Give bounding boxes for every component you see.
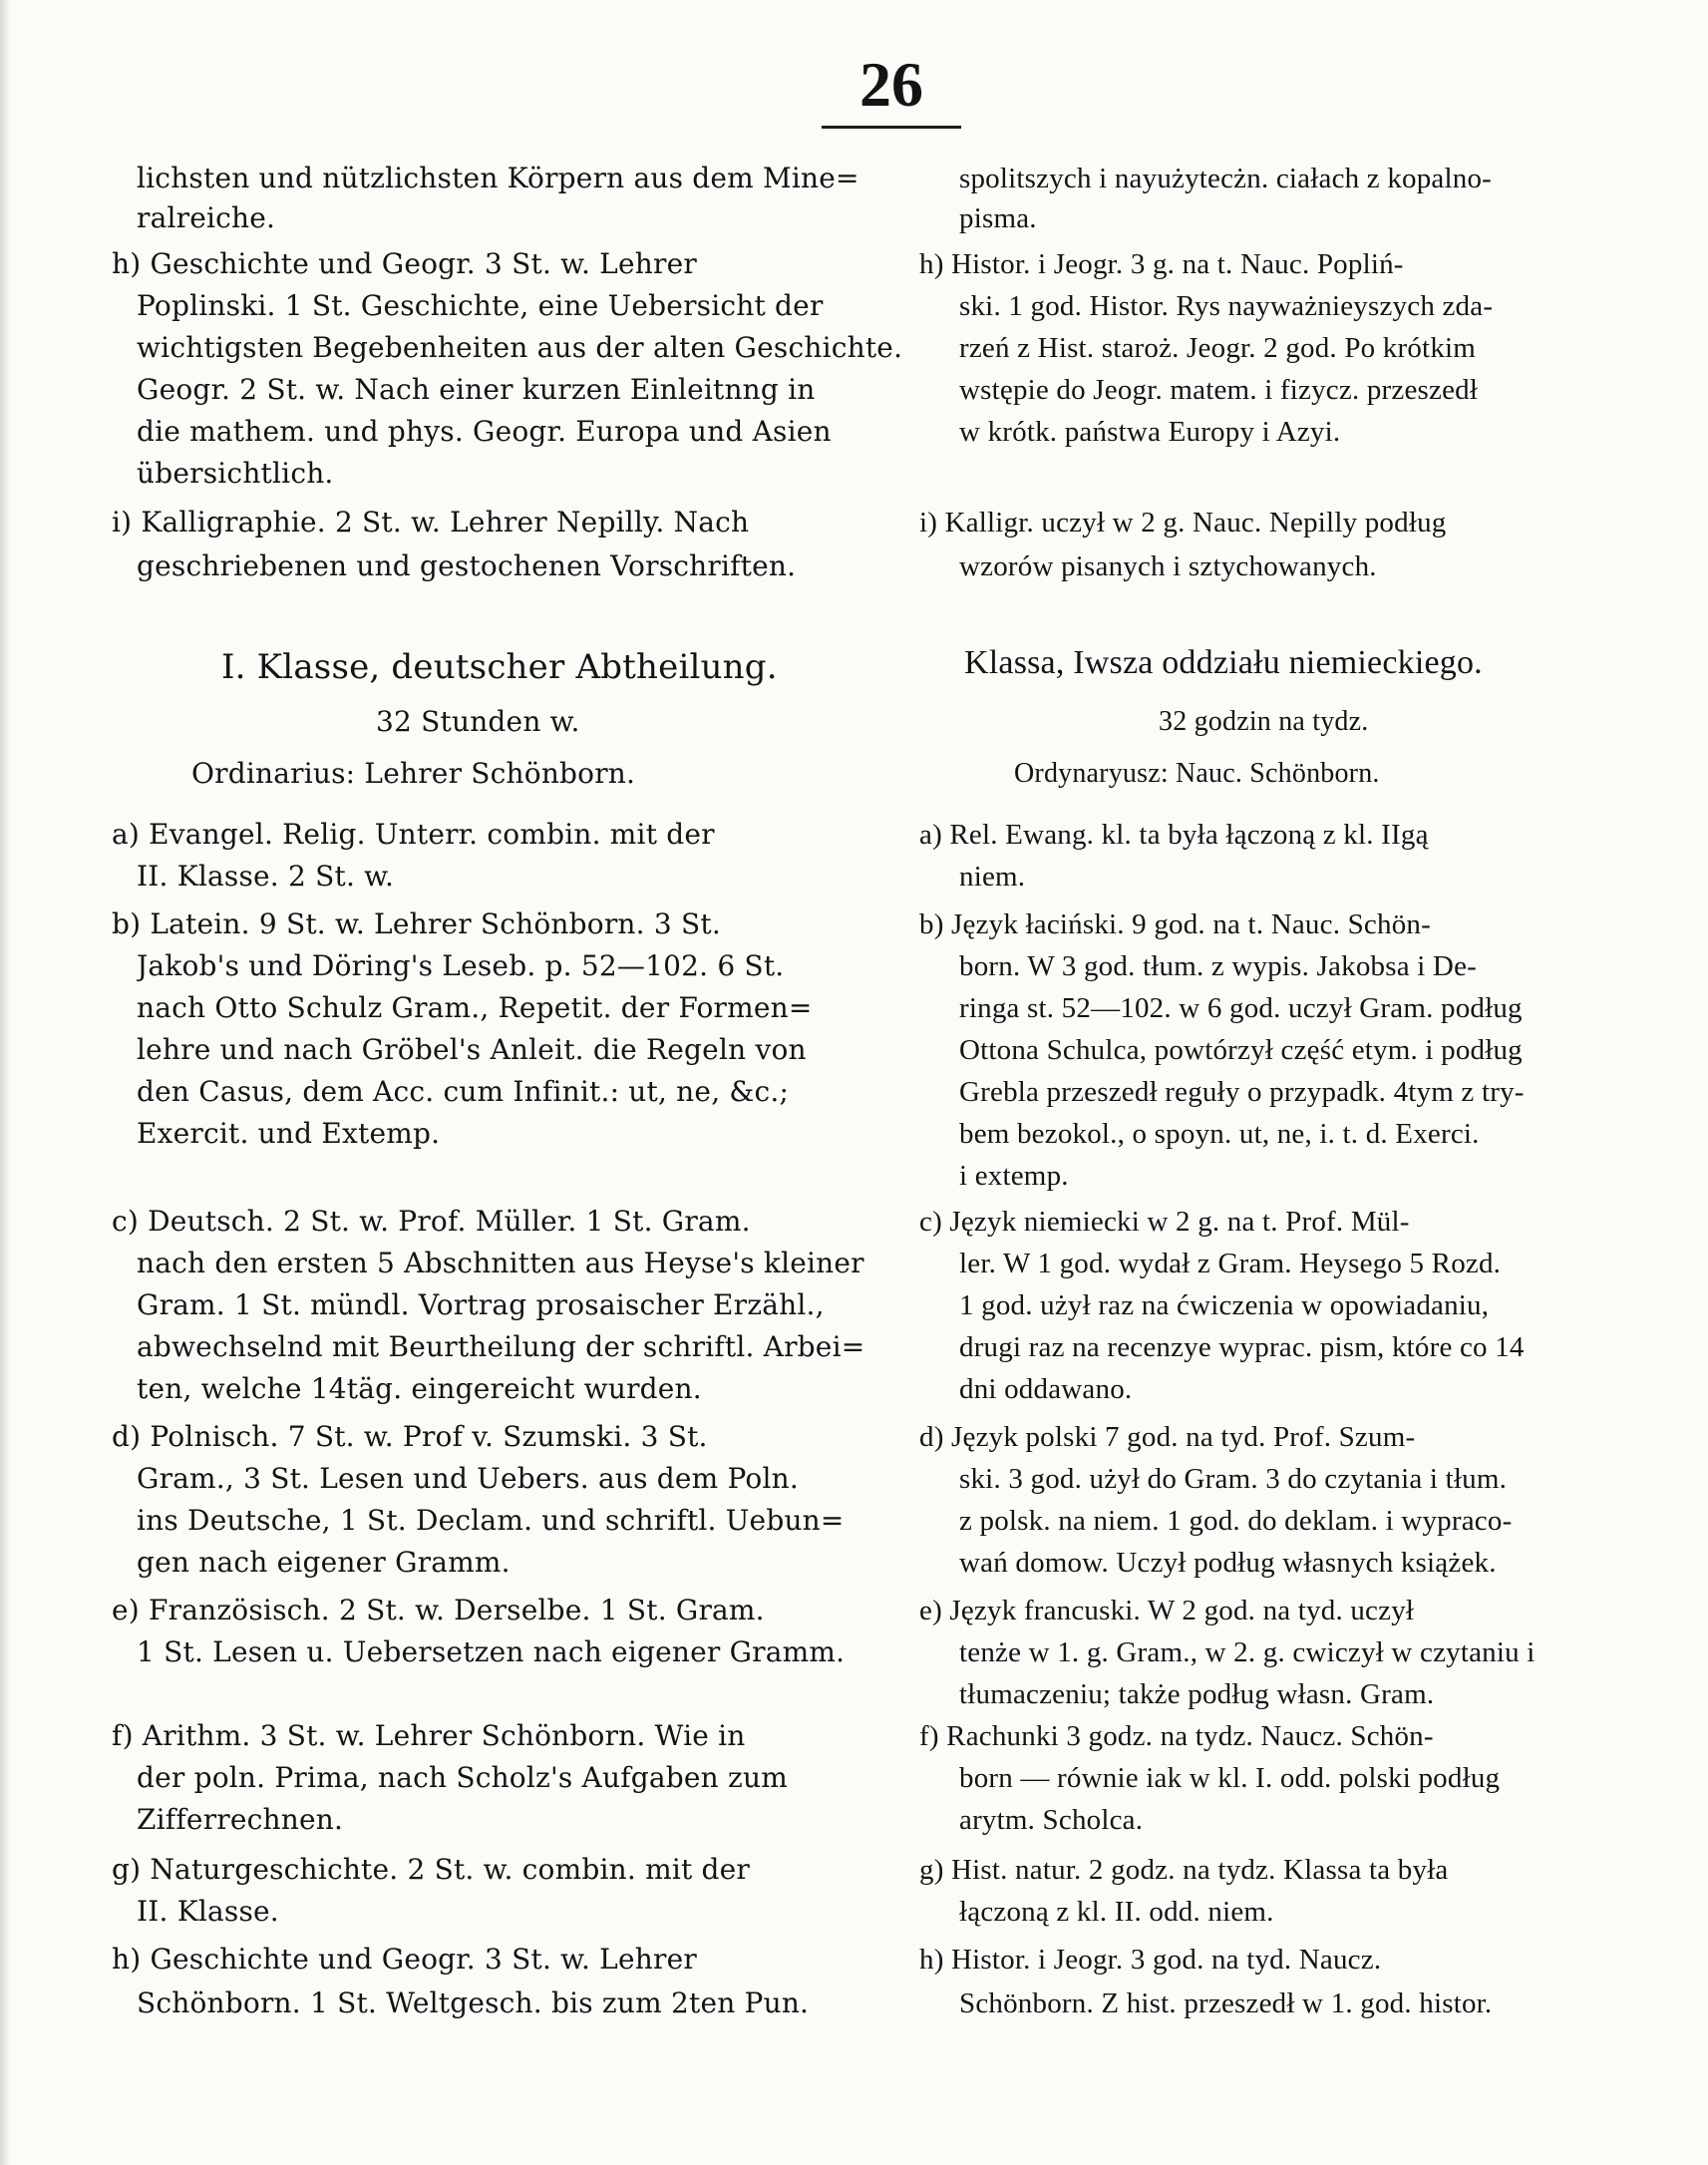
german-line: c) Deutsch. 2 St. w. Prof. Müller. 1 St. Gram. [112,1205,751,1238]
german-line: gen nach eigener Gramm. [137,1546,511,1579]
page-edge-shadow [0,0,10,2165]
german-line: Poplinski. 1 St. Geschichte, eine Uebersicht der [137,289,824,322]
german-line: Jakob's und Döring's Leseb. p. 52—102. 6 St. [137,949,785,982]
german-line: ten, welche 14täg. eingereicht wurden. [137,1372,702,1405]
polish-line: w krótk. państwa Europy i Azyi. [959,416,1341,448]
polish-ordinarius: Ordynaryusz: Nauc. Schönborn. [1014,758,1380,789]
german-line: Gram. 1 St. mündl. Vortrag prosaischer Erzähl., [137,1288,825,1321]
polish-line: d) Język polski 7 god. na tyd. Prof. Szum- [919,1421,1416,1453]
polish-line: c) Język niemiecki w 2 g. na t. Prof. Mül- [919,1206,1410,1238]
german-line: die mathem. und phys. Geogr. Europa und Asien [137,415,832,448]
polish-line: 1 god. użył raz na ćwiczenia w opowiadaniu, [959,1289,1490,1321]
german-line: e) Französisch. 2 St. w. Derselbe. 1 St. Gram. [112,1594,765,1626]
polish-line: wzorów pisanych i sztychowanych. [959,550,1377,582]
polish-line: a) Rel. Ewang. kl. ta była łączoną z kl. IIgą [919,819,1429,851]
polish-line: Ottona Schulca, powtórzył część etym. i podług [959,1034,1523,1066]
polish-line: ski. 1 god. Histor. Rys nayważnieyszych zda- [959,290,1494,322]
page-number-underline [822,126,961,129]
polish-line: bem bezokol., o spoyn. ut, ne, i. t. d. Exerci. [959,1118,1480,1150]
page-number: 26 [859,49,923,120]
polish-line: rzeń z Hist. staroż. Jeogr. 2 god. Po krótkim [959,332,1477,364]
polish-section-heading: Klassa, Iwsza oddziału niemieckiego. [964,644,1483,681]
polish-line: łączoną z kl. II. odd. niem. [959,1896,1274,1928]
german-line: abwechselnd mit Beurtheilung der schriftl. Arbei= [137,1330,865,1363]
polish-line: Grebla przeszedł reguły o przypadk. 4tym z try- [959,1076,1525,1108]
polish-line: i) Kalligr. uczył w 2 g. Nauc. Nepilly podług [919,507,1447,539]
polish-line: pisma. [959,202,1037,234]
german-line: II. Klasse. [137,1895,279,1928]
german-line: nach Otto Schulz Gram., Repetit. der Formen= [137,991,813,1024]
german-line: der poln. Prima, nach Scholz's Aufgaben zum [137,1761,788,1794]
polish-line: ski. 3 god. użył do Gram. 3 do czytania i tłum. [959,1463,1508,1495]
german-line: II. Klasse. 2 St. w. [137,860,395,893]
polish-line: Schönborn. Z hist. przeszedł w 1. god. histor. [959,1987,1493,2019]
polish-line: g) Hist. natur. 2 godz. na tydz. Klassa ta była [919,1854,1449,1886]
polish-line: f) Rachunki 3 godz. na tydz. Naucz. Schön- [919,1720,1434,1752]
german-line: wichtigsten Begebenheiten aus der alten Geschichte. [137,331,903,364]
german-line: i) Kalligraphie. 2 St. w. Lehrer Nepilly. Nach [112,506,750,539]
polish-line: born. W 3 god. tłum. z wypis. Jakobsa i De- [959,950,1478,982]
german-line: h) Geschichte und Geogr. 3 St. w. Lehrer [112,1943,697,1976]
polish-line: wstępie do Jeogr. matem. i fizycz. przeszedł [959,374,1479,406]
polish-line: b) Język łaciński. 9 god. na t. Nauc. Schön- [919,908,1431,940]
german-line: Schönborn. 1 St. Weltgesch. bis zum 2ten Pun. [137,1986,810,2019]
polish-line: drugi raz na recenzye wyprac. pism, które co 14 [959,1331,1525,1363]
german-line: a) Evangel. Relig. Unterr. combin. mit der [112,818,715,851]
polish-line: ler. W 1 god. wydał z Gram. Heysego 5 Rozd. [959,1248,1502,1279]
german-line: nach den ersten 5 Abschnitten aus Heyse's kleiner [137,1247,864,1279]
german-line: d) Polnisch. 7 St. w. Prof v. Szumski. 3 St. [112,1420,708,1453]
german-line: lehre und nach Gröbel's Anleit. die Regeln von [137,1033,807,1066]
polish-line: wań domow. Uczył podług własnych książek. [959,1547,1497,1579]
german-line: übersichtlich. [137,457,334,490]
german-line: f) Arithm. 3 St. w. Lehrer Schönborn. Wie in [112,1719,746,1752]
polish-line: h) Histor. i Jeogr. 3 g. na t. Nauc. Popliń- [919,248,1404,280]
polish-hours-subheading: 32 godzin na tydz. [1159,706,1369,737]
polish-line: spolitszych i nayużytecżn. ciałach z kopalno- [959,163,1493,194]
german-line: ins Deutsche, 1 St. Declam. und schriftl. Uebun= [137,1504,845,1537]
polish-line: born — równie iak w kl. I. odd. polski podług [959,1762,1501,1794]
german-ordinarius: Ordinarius: Lehrer Schönborn. [191,757,636,790]
german-line: 1 St. Lesen u. Uebersetzen nach eigener Gramm. [137,1635,846,1668]
german-line: g) Naturgeschichte. 2 St. w. combin. mit der [112,1853,751,1886]
german-line: lichsten und nützlichsten Körpern aus dem Mine= [137,162,859,194]
german-section-heading: I. Klasse, deutscher Abtheilung. [221,648,778,687]
german-line: Geogr. 2 St. w. Nach einer kurzen Einleitnng in [137,373,816,406]
german-line: geschriebenen und gestochenen Vorschriften. [137,549,797,582]
polish-line: z polsk. na niem. 1 god. do deklam. i wypraco- [959,1505,1513,1537]
german-line: b) Latein. 9 St. w. Lehrer Schönborn. 3 St. [112,907,721,940]
german-hours-subheading: 32 Stunden w. [376,705,580,738]
german-line: Zifferrechnen. [137,1803,344,1836]
polish-line: niem. [959,861,1026,893]
polish-line: ringa st. 52—102. w 6 god. uczył Gram. podług [959,992,1523,1024]
polish-line: h) Histor. i Jeogr. 3 god. na tyd. Naucz. [919,1944,1382,1976]
german-line: Gram., 3 St. Lesen und Uebers. aus dem Poln. [137,1462,799,1495]
german-line: ralreiche. [137,201,276,234]
polish-line: e) Język francuski. W 2 god. na tyd. uczył [919,1595,1415,1626]
polish-line: dni oddawano. [959,1373,1133,1405]
polish-line: tenże w 1. g. Gram., w 2. g. cwiczył w czytaniu i [959,1636,1536,1668]
polish-line: arytm. Scholca. [959,1804,1144,1836]
polish-line: i extemp. [959,1160,1069,1192]
polish-line: tłumaczeniu; także podług własn. Gram. [959,1678,1435,1710]
german-line: h) Geschichte und Geogr. 3 St. w. Lehrer [112,247,697,280]
german-line: den Casus, dem Acc. cum Infinit.: ut, ne, &c.; [137,1075,790,1108]
german-line: Exercit. und Extemp. [137,1117,441,1150]
